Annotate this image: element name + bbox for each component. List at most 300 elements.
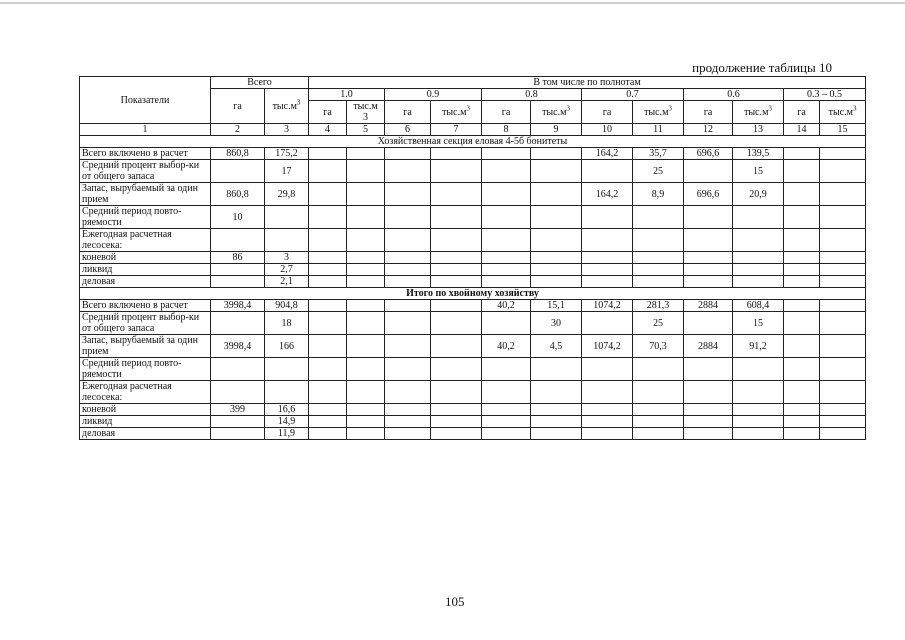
table-cell	[684, 252, 733, 264]
header-volume-split: тыс.м 3	[347, 101, 385, 124]
column-number: 4	[309, 124, 347, 136]
table-row	[80, 229, 866, 252]
table-cell	[385, 428, 431, 440]
table-cell	[211, 276, 265, 288]
table-cell: 11,9	[265, 428, 309, 440]
table-cell	[733, 252, 784, 264]
table-row	[80, 381, 866, 404]
table-cell	[582, 206, 633, 229]
table-cell: 399	[211, 404, 265, 416]
table-cell	[684, 160, 733, 183]
table-cell: 2884	[684, 335, 733, 358]
table-row	[80, 264, 866, 276]
table-cell	[482, 160, 531, 183]
table-cell: 175,2	[265, 148, 309, 160]
table-cell: 20,9	[733, 183, 784, 206]
row-label: Ежегодная расчетная лесосека:	[80, 381, 211, 404]
table-cell	[309, 404, 347, 416]
table-cell	[347, 300, 385, 312]
table-cell	[684, 312, 733, 335]
table-cell	[820, 229, 866, 252]
table-cell	[531, 404, 582, 416]
table-cell	[582, 428, 633, 440]
table-cell	[211, 229, 265, 252]
table-cell	[385, 381, 431, 404]
table-cell	[820, 264, 866, 276]
table-cell	[347, 312, 385, 335]
table-cell	[265, 358, 309, 381]
row-label: коневой	[80, 252, 211, 264]
table-cell	[309, 148, 347, 160]
table-cell	[385, 206, 431, 229]
table-cell	[347, 252, 385, 264]
table-cell	[531, 148, 582, 160]
table-row	[80, 404, 866, 416]
table-cell	[784, 206, 820, 229]
table-cell	[582, 358, 633, 381]
table-cell	[784, 404, 820, 416]
table-cell: 15	[733, 312, 784, 335]
table-cell	[385, 300, 431, 312]
table-cell	[309, 183, 347, 206]
table-cell	[820, 335, 866, 358]
row-label: ликвид	[80, 264, 211, 276]
table-cell	[820, 206, 866, 229]
table-cell: 8,9	[633, 183, 684, 206]
table-cell	[482, 183, 531, 206]
header-volume: $тыс.м^3$	[431, 101, 482, 124]
table-caption: продолжение таблицы 10	[692, 60, 832, 75]
table-cell	[347, 206, 385, 229]
table-cell	[684, 428, 733, 440]
table-cell	[531, 264, 582, 276]
table-cell	[385, 229, 431, 252]
column-number: 9	[531, 124, 582, 136]
table-cell	[582, 276, 633, 288]
table-cell	[531, 381, 582, 404]
table-cell	[733, 428, 784, 440]
table-cell	[582, 312, 633, 335]
table-row	[80, 148, 866, 160]
table-cell	[347, 404, 385, 416]
table-row	[80, 183, 866, 206]
table-cell	[531, 206, 582, 229]
table-cell: 3	[265, 252, 309, 264]
table-cell: 139,5	[733, 148, 784, 160]
table-cell	[211, 264, 265, 276]
table-cell: 16,6	[265, 404, 309, 416]
table-cell	[582, 252, 633, 264]
table-cell	[309, 428, 347, 440]
table-row	[80, 160, 866, 183]
table-cell	[211, 358, 265, 381]
table-cell	[347, 160, 385, 183]
table-cell	[633, 416, 684, 428]
table-cell: 1074,2	[582, 300, 633, 312]
table-cell: 860,8	[211, 183, 265, 206]
table-cell	[211, 416, 265, 428]
table-cell: 29,8	[265, 183, 309, 206]
table-cell	[684, 404, 733, 416]
column-number: 3	[265, 124, 309, 136]
table-cell	[784, 148, 820, 160]
table-cell: 15	[733, 160, 784, 183]
column-number: 8	[482, 124, 531, 136]
table-cell	[309, 264, 347, 276]
table-row	[80, 206, 866, 229]
header-ha: га	[482, 101, 531, 124]
table-cell	[820, 276, 866, 288]
table-cell	[784, 335, 820, 358]
table-cell: 608,4	[733, 300, 784, 312]
header-total-volume: $тыс.м^3$	[265, 89, 309, 124]
table-cell	[309, 276, 347, 288]
row-label: Всего включено в расчет	[80, 148, 211, 160]
table-cell	[385, 416, 431, 428]
table-cell	[684, 416, 733, 428]
table-cell	[431, 404, 482, 416]
header-density-6: 0.3 – 0.5	[784, 89, 866, 101]
table-cell	[633, 252, 684, 264]
table-cell	[582, 264, 633, 276]
table-cell: 40,2	[482, 335, 531, 358]
table-cell	[385, 264, 431, 276]
table-cell	[385, 404, 431, 416]
table-cell	[431, 264, 482, 276]
header-volume: $тыс.м^3$	[633, 101, 684, 124]
column-number: 2	[211, 124, 265, 136]
header-ha: га	[784, 101, 820, 124]
table-cell	[531, 252, 582, 264]
table-cell: 860,8	[211, 148, 265, 160]
table-cell: 91,2	[733, 335, 784, 358]
header-total: Всего	[211, 77, 309, 89]
table-cell	[482, 206, 531, 229]
table-cell	[733, 264, 784, 276]
table-cell	[684, 276, 733, 288]
table-cell	[531, 358, 582, 381]
column-number: 7	[431, 124, 482, 136]
table-cell	[211, 312, 265, 335]
column-number: 5	[347, 124, 385, 136]
table-cell	[733, 229, 784, 252]
table-cell	[784, 183, 820, 206]
table-cell	[820, 428, 866, 440]
row-label: Средний процент выбор-ки от общего запаса	[80, 312, 211, 335]
table-cell	[684, 264, 733, 276]
table-cell: 40,2	[482, 300, 531, 312]
row-label: Ежегодная расчетная лесосека:	[80, 229, 211, 252]
table-cell	[531, 160, 582, 183]
table-cell	[309, 416, 347, 428]
header-density-2: 0.9	[385, 89, 482, 101]
table-cell	[385, 312, 431, 335]
table-cell	[309, 300, 347, 312]
table-cell	[820, 160, 866, 183]
table-cell: 696,6	[684, 148, 733, 160]
header-total-ha: га	[211, 89, 265, 124]
table-cell	[347, 428, 385, 440]
table-cell	[582, 160, 633, 183]
table-cell: 25	[633, 160, 684, 183]
table-cell	[431, 416, 482, 428]
table-cell	[347, 148, 385, 160]
table-cell: 30	[531, 312, 582, 335]
column-number: 10	[582, 124, 633, 136]
table-cell	[211, 160, 265, 183]
table-cell: 2,7	[265, 264, 309, 276]
table-cell	[633, 381, 684, 404]
table-cell	[820, 404, 866, 416]
table-cell	[531, 416, 582, 428]
table-cell	[633, 229, 684, 252]
table-cell	[309, 252, 347, 264]
column-number: 6	[385, 124, 431, 136]
table-cell	[482, 381, 531, 404]
table-cell	[347, 264, 385, 276]
table-cell	[482, 312, 531, 335]
table-cell: 15,1	[531, 300, 582, 312]
table-cell	[385, 252, 431, 264]
table-cell	[633, 404, 684, 416]
allowable-cut-table	[79, 76, 866, 440]
table-row	[80, 416, 866, 428]
table-cell	[531, 229, 582, 252]
table-cell	[431, 381, 482, 404]
table-cell	[784, 428, 820, 440]
table-cell: 1074,2	[582, 335, 633, 358]
column-number: 14	[784, 124, 820, 136]
row-label: Запас, вырубаемый за один прием	[80, 183, 211, 206]
table-row	[80, 312, 866, 335]
table-cell	[820, 183, 866, 206]
table-cell	[431, 276, 482, 288]
table-cell	[784, 416, 820, 428]
table-cell	[347, 276, 385, 288]
table-cell	[431, 229, 482, 252]
header-volume: $тыс.м^3$	[820, 101, 866, 124]
table-cell	[385, 148, 431, 160]
table-cell: 696,6	[684, 183, 733, 206]
table-cell	[684, 381, 733, 404]
table-cell: 2,1	[265, 276, 309, 288]
table-cell	[431, 160, 482, 183]
section-title: Итого по хвойному хозяйству	[80, 288, 866, 300]
header-density-5: 0.6	[684, 89, 784, 101]
table-cell	[633, 206, 684, 229]
table-cell	[582, 416, 633, 428]
table-cell	[820, 300, 866, 312]
table-cell	[482, 229, 531, 252]
table-cell	[733, 381, 784, 404]
table-cell	[684, 358, 733, 381]
header-density-1: 1.0	[309, 89, 385, 101]
table-cell: 281,3	[633, 300, 684, 312]
table-cell	[582, 404, 633, 416]
table-cell	[347, 358, 385, 381]
table-cell	[431, 206, 482, 229]
column-number: 1	[80, 124, 211, 136]
column-number: 13	[733, 124, 784, 136]
table-cell	[385, 160, 431, 183]
header-ha: га	[684, 101, 733, 124]
table-cell	[820, 381, 866, 404]
table-cell: 17	[265, 160, 309, 183]
header-density-4: 0.7	[582, 89, 684, 101]
table-cell	[784, 276, 820, 288]
table-row	[80, 428, 866, 440]
top-edge-line	[0, 2, 905, 4]
table-cell	[309, 206, 347, 229]
header-ha: га	[385, 101, 431, 124]
table-cell	[309, 229, 347, 252]
table-cell	[784, 381, 820, 404]
table-cell	[820, 312, 866, 335]
table-cell	[347, 381, 385, 404]
table-row	[80, 358, 866, 381]
table-cell	[347, 416, 385, 428]
table-cell	[633, 276, 684, 288]
table-cell	[531, 183, 582, 206]
table-cell	[482, 416, 531, 428]
table-cell	[582, 381, 633, 404]
table-row	[80, 276, 866, 288]
table-cell: 25	[633, 312, 684, 335]
table-cell	[431, 148, 482, 160]
table-cell	[784, 358, 820, 381]
table-cell	[482, 358, 531, 381]
table-cell	[265, 381, 309, 404]
row-label: деловая	[80, 276, 211, 288]
table-cell: 164,2	[582, 148, 633, 160]
header-volume: $тыс.м^3$	[733, 101, 784, 124]
table-cell	[431, 300, 482, 312]
section-title: Хозяйственная секция еловая 4-5б бонитеты	[80, 136, 866, 148]
table-cell: 2884	[684, 300, 733, 312]
table-cell	[733, 416, 784, 428]
table-cell	[784, 312, 820, 335]
table-cell	[820, 148, 866, 160]
section-header-row	[80, 288, 866, 300]
row-label: Всего включено в расчет	[80, 300, 211, 312]
table-cell	[385, 276, 431, 288]
table-cell	[820, 358, 866, 381]
table-cell: 10	[211, 206, 265, 229]
table-cell	[733, 206, 784, 229]
table-cell: 3998,4	[211, 300, 265, 312]
table-cell: 164,2	[582, 183, 633, 206]
column-number-row	[80, 124, 866, 136]
table-cell	[385, 358, 431, 381]
row-label: деловая	[80, 428, 211, 440]
header-indicators: Показатели	[80, 77, 211, 124]
row-label: Средний процент выбор-ки от общего запаса	[80, 160, 211, 183]
table-cell	[820, 252, 866, 264]
column-number: 15	[820, 124, 866, 136]
table-cell	[265, 229, 309, 252]
table-cell	[309, 335, 347, 358]
table-cell	[309, 160, 347, 183]
table-cell	[347, 229, 385, 252]
table-cell	[482, 252, 531, 264]
table-cell	[784, 300, 820, 312]
header-density-3: 0.8	[482, 89, 582, 101]
page-number: 105	[445, 594, 465, 609]
table-cell	[482, 148, 531, 160]
table-cell	[482, 276, 531, 288]
table-cell	[482, 264, 531, 276]
table-cell	[684, 206, 733, 229]
table-cell	[733, 358, 784, 381]
table-cell	[385, 335, 431, 358]
row-label: ликвид	[80, 416, 211, 428]
table-row	[80, 300, 866, 312]
table-cell	[265, 206, 309, 229]
table-cell	[431, 252, 482, 264]
table-cell	[347, 183, 385, 206]
table-cell	[431, 428, 482, 440]
table-cell: 35,7	[633, 148, 684, 160]
table-cell	[309, 312, 347, 335]
table-cell	[482, 404, 531, 416]
column-number: 11	[633, 124, 684, 136]
table-cell	[684, 229, 733, 252]
row-label: Средний период повто-ряемости	[80, 206, 211, 229]
table-cell	[784, 252, 820, 264]
table-cell	[582, 229, 633, 252]
table-cell: 166	[265, 335, 309, 358]
row-label: Запас, вырубаемый за один прием	[80, 335, 211, 358]
header-volume: $тыс.м^3$	[531, 101, 582, 124]
table-row	[80, 252, 866, 264]
table-cell	[431, 312, 482, 335]
table-row	[80, 335, 866, 358]
table-cell	[309, 381, 347, 404]
table-cell: 904,8	[265, 300, 309, 312]
column-number: 12	[684, 124, 733, 136]
table-cell	[733, 404, 784, 416]
table-cell	[633, 264, 684, 276]
header-by-density: В том числе по полнотам	[309, 77, 866, 89]
table-cell	[211, 381, 265, 404]
table-cell	[482, 428, 531, 440]
table-cell	[309, 358, 347, 381]
row-label: коневой	[80, 404, 211, 416]
table-cell: 4,5	[531, 335, 582, 358]
table-cell	[784, 160, 820, 183]
table-cell	[431, 183, 482, 206]
table-cell: 18	[265, 312, 309, 335]
table-cell	[211, 428, 265, 440]
table-cell	[784, 229, 820, 252]
table-cell: 86	[211, 252, 265, 264]
row-label: Средний период повто-ряемости	[80, 358, 211, 381]
table-cell	[347, 335, 385, 358]
table-cell	[531, 428, 582, 440]
header-ha: га	[582, 101, 633, 124]
table-cell	[385, 183, 431, 206]
table-cell	[431, 358, 482, 381]
header-ha: га	[309, 101, 347, 124]
table-cell	[633, 358, 684, 381]
table-cell: 70,3	[633, 335, 684, 358]
table-cell	[784, 264, 820, 276]
table-cell	[733, 276, 784, 288]
table-cell	[633, 428, 684, 440]
table-cell: 14,9	[265, 416, 309, 428]
table-cell	[820, 416, 866, 428]
table-cell	[431, 335, 482, 358]
